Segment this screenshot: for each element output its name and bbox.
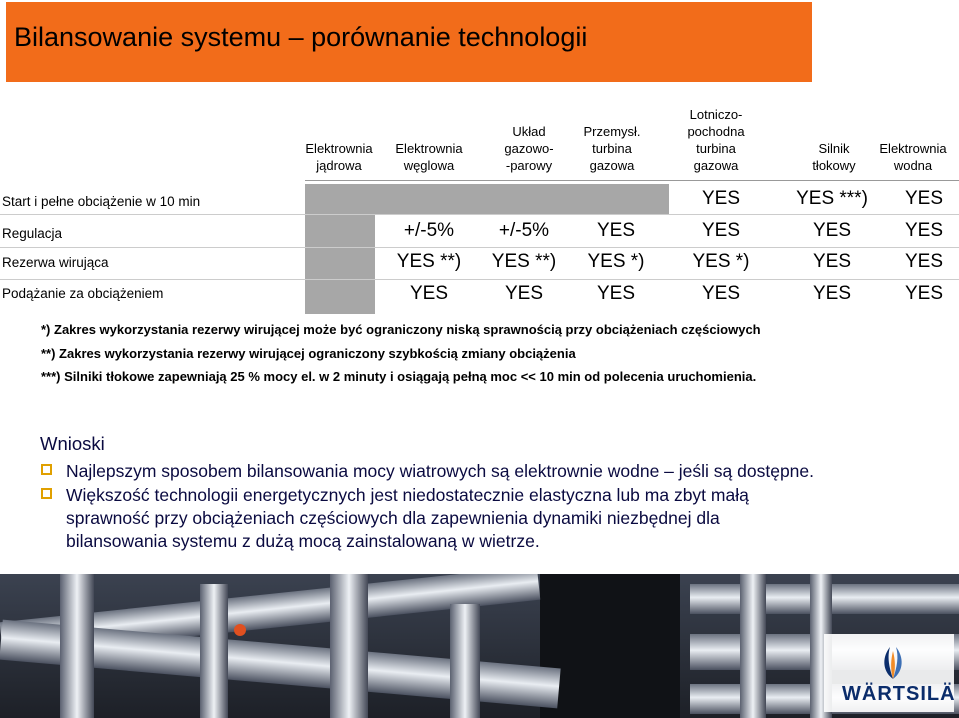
cell-regulation-hydro: YES [904,220,944,241]
wartsila-logo-text: WÄRTSILÄ [842,683,956,705]
footnote-1: *) Zakres wykorzystania rezerwy wirującej może być ograniczony niską sprawnością przy obciążeniach częściowych [41,322,761,337]
conclusion-bullet [40,484,940,554]
col-header-engine: Silnik tłokowy [812,141,856,173]
cell-regulation-aero-gt: YES [701,220,741,241]
cell-regulation-coal: +/-5% [403,220,455,241]
cell-start-aero-gt: YES [701,188,741,209]
row-divider [0,279,959,280]
cell-reserve-engine: YES [812,251,852,272]
col-header-industrial-gt: Przemysł. turbina gazowa [583,124,641,173]
col-header-hydro: Elektrownia wodna [879,141,947,173]
col-header-nuclear: Elektrownia jądrowa [305,141,373,173]
conclusion-text: Większość technologii energetycznych jest niedostatecznie elastyczna lub ma zbyt małą [66,485,749,505]
industrial-pipes-photo [0,574,959,718]
checkbox-bullet-icon [41,464,52,475]
grey-block-nuclear [305,214,375,314]
cell-following-coal: YES [409,283,449,304]
footnote-3: ***) Silniki tłokowe zapewniają 25 % mocy el. w 2 minuty i osiągają pełną moc << 10 min od polecenia uruchomienia. [41,369,757,384]
cell-start-hydro: YES [904,188,944,209]
grey-block-start [305,184,669,214]
checkbox-bullet-icon [41,488,52,499]
cell-following-ccgt: YES [504,283,544,304]
col-header-aero-gt: Lotniczo- pochodna turbina gazowa [687,107,745,173]
cell-regulation-industrial-gt: YES [596,220,636,241]
row-divider [0,214,959,215]
conclusions-title: Wnioski [40,433,105,454]
cell-regulation-engine: YES [812,220,852,241]
conclusion-text: Najlepszym sposobem bilansowania mocy wiatrowych są elektrownie wodne – jeśli są dostępne. [66,461,815,481]
col-header-coal: Elektrownia węglowa [395,141,463,173]
title-bar [6,2,812,82]
cell-following-hydro: YES [904,283,944,304]
conclusion-text: sprawność przy obciążeniach częściowych dla zapewnienia dynamiki niezbędnej dla [66,508,720,528]
cell-following-aero-gt: YES [701,283,741,304]
row-divider [0,247,959,248]
footnote-2: **) Zakres wykorzystania rezerwy wirującej ograniczony szybkością zmiany obciążenia [41,346,576,361]
cell-following-engine: YES [812,283,852,304]
cell-reserve-hydro: YES [904,251,944,272]
conclusion-bullet [40,460,940,484]
header-divider [305,180,959,181]
cell-following-industrial-gt: YES [596,283,636,304]
row-label-regulation: Regulacja [2,226,63,241]
cell-reserve-aero-gt: YES *) [692,251,750,272]
cell-reserve-coal: YES **) [396,251,462,272]
cell-reserve-industrial-gt: YES *) [587,251,645,272]
page-title: Bilansowanie systemu – porównanie technologii [14,22,588,52]
conclusion-text: bilansowania systemu z dużą mocą zainstalowaną w wietrze. [66,531,540,551]
row-label-spinning-reserve: Rezerwa wirująca [2,255,109,270]
col-header-ccgt: Układ gazowo- -parowy [504,124,554,173]
row-label-load-following: Podążanie za obciążeniem [2,286,164,301]
cell-start-engine: YES ***) [796,188,868,209]
cell-regulation-ccgt: +/-5% [498,220,550,241]
row-label-start: Start i pełne obciążenie w 10 min [2,194,201,209]
cell-reserve-ccgt: YES **) [491,251,557,272]
wartsila-logo-icon [878,645,908,681]
